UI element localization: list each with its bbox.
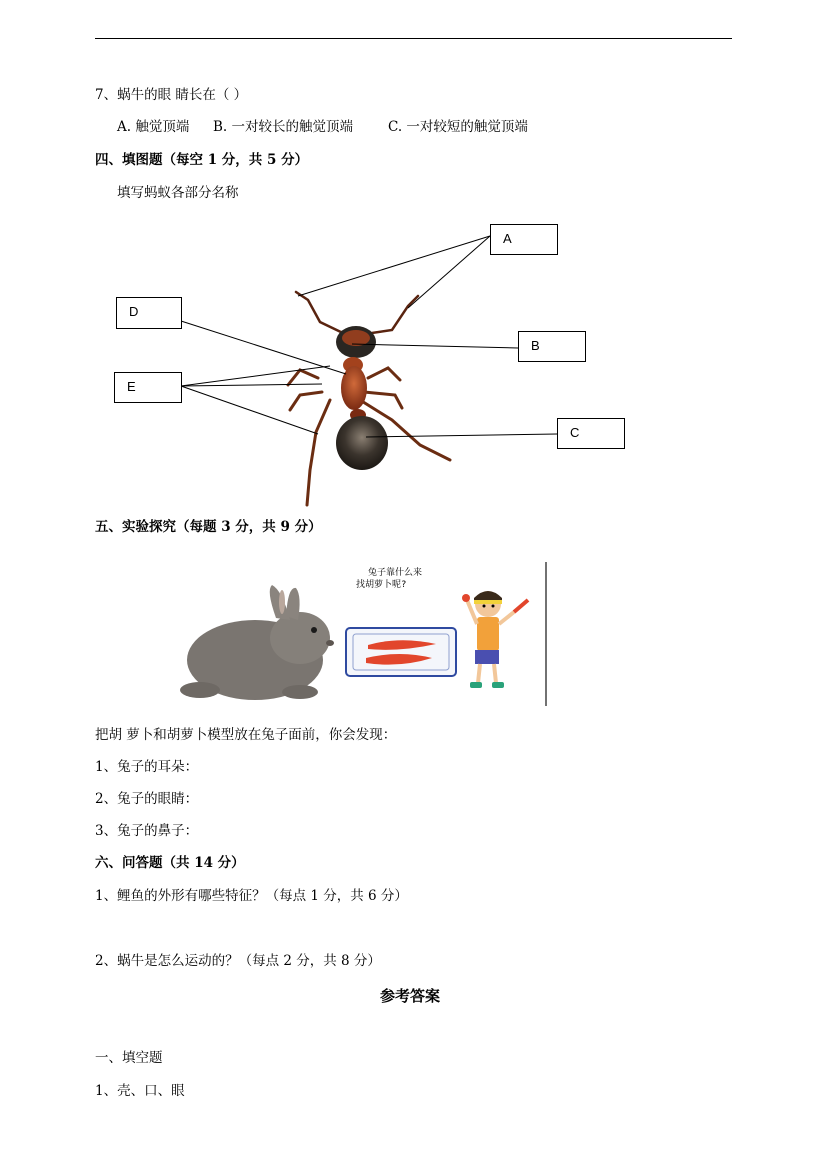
option-c: C. 一对较短的触觉顶端 bbox=[388, 119, 528, 135]
speech-bubble-line-2: 找胡萝卜呢? bbox=[356, 580, 407, 590]
speech-bubble-line-1: 兔子靠什么来 bbox=[368, 568, 423, 578]
label-box-c: C bbox=[557, 418, 625, 449]
label-box-e: E bbox=[114, 372, 182, 403]
section-6-question-2: 2、蜗牛是怎么运动的？（每点 2 分，共 8 分） bbox=[95, 953, 381, 969]
section-4-heading: 四、填图题（每空 1 分，共 5 分） bbox=[95, 152, 309, 168]
boy-figure bbox=[462, 591, 528, 688]
option-b: B. 一对较长的触觉顶端 bbox=[213, 119, 354, 135]
answer-section-1: 一、填空题 bbox=[95, 1050, 163, 1066]
experiment-item-2: 2、兔子的眼睛： bbox=[95, 791, 199, 807]
experiment-item-3: 3、兔子的鼻子： bbox=[95, 823, 199, 839]
experiment-item-1: 1、兔子的耳朵： bbox=[95, 759, 199, 775]
section-6-heading: 六、问答题（共 14 分） bbox=[95, 855, 245, 871]
rabbit-image bbox=[180, 585, 334, 700]
option-a: A. 触觉顶端 bbox=[117, 119, 190, 135]
question-7: 7、蜗牛的眼 睛长在（ ） bbox=[95, 87, 248, 103]
answer-1: 1、壳、口、眼 bbox=[95, 1083, 185, 1099]
label-box-a: A bbox=[490, 224, 558, 255]
section-5-heading: 五、实验探究（每题 3 分，共 9 分） bbox=[95, 519, 322, 535]
carrot-tray bbox=[346, 628, 456, 676]
experiment-prompt: 把胡 萝卜和胡萝卜模型放在兔子面前，你会发现： bbox=[95, 727, 397, 743]
label-box-d: D bbox=[116, 297, 182, 329]
section-4-instruction: 填写蚂蚁各部分名称 bbox=[117, 185, 239, 201]
label-box-b: B bbox=[518, 331, 586, 362]
section-6-question-1: 1、鲤鱼的外形有哪些特征？（每点 1 分，共 6 分） bbox=[95, 888, 408, 904]
answer-key-title: 参考答案 bbox=[380, 987, 441, 1005]
